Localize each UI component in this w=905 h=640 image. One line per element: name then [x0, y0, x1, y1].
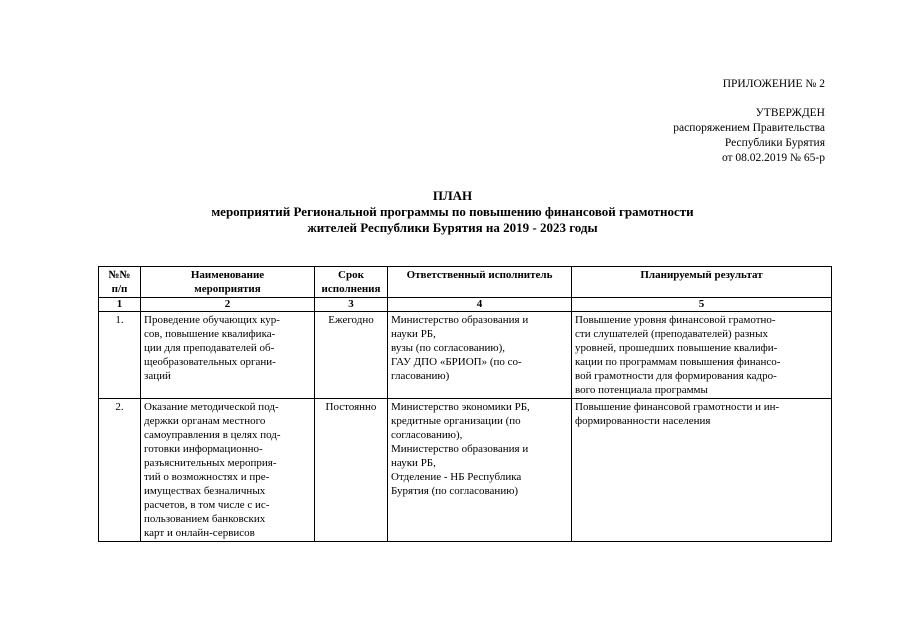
table-row [99, 312, 832, 399]
header-num: №№ п/п [99, 267, 141, 298]
cell-line: имуществах безналичных [144, 485, 266, 497]
cell-line: кредитные организации (по [391, 415, 521, 427]
cell-line: карт и онлайн-сервисов [144, 527, 255, 539]
cell-line: вого потенциала программы [575, 384, 708, 396]
cell-line: пользованием банковских [144, 513, 266, 525]
cell-line: ции для преподавателей об- [144, 342, 275, 354]
cell-line: вой грамотности для формирования кадро- [575, 370, 777, 382]
approval-line-2: Республики Бурятия [724, 137, 825, 149]
plan-table [98, 266, 832, 542]
table-header-row [99, 267, 832, 298]
cell-line: сти слушателей (преподавателей) разных [575, 328, 768, 340]
activity-result [572, 399, 832, 542]
cell-line: Бурятия (по согласованию) [391, 485, 519, 497]
column-number: 5 [572, 298, 832, 312]
column-number: 2 [141, 298, 315, 312]
table-row [99, 399, 832, 542]
cell-line: согласованию), [391, 429, 463, 441]
appendix-label: ПРИЛОЖЕНИЕ № 2 [722, 78, 825, 90]
approval-line-1: распоряжением Правительства [673, 122, 825, 134]
activity-name [141, 399, 315, 542]
column-number: 3 [315, 298, 388, 312]
approved-label: УТВЕРЖДЕН [755, 107, 825, 119]
document-title [0, 188, 905, 236]
header-responsible: Ответственный исполнитель [388, 267, 572, 298]
column-number-row [99, 298, 832, 312]
cell-line: Министерство экономики РБ, [391, 401, 530, 413]
header-name: Наименование мероприятия [141, 267, 315, 298]
cell-line: расчетов, в том числе с ис- [144, 499, 270, 511]
cell-line: ГАУ ДПО «БРИОП» (по со- [391, 356, 522, 368]
activity-term: Ежегодно [315, 312, 388, 399]
cell-line: Повышение финансовой грамотности и ин- [575, 401, 780, 413]
cell-line: уровней, прошедших повышение квалифи- [575, 342, 778, 354]
header-result: Планируемый результат [572, 267, 832, 298]
activity-responsible [388, 312, 572, 399]
cell-line: науки РБ, [391, 457, 436, 469]
cell-line: формированности населения [575, 415, 711, 427]
cell-line: Министерство образования и [391, 314, 529, 326]
activity-name [141, 312, 315, 399]
cell-line: Отделение - НБ Республика [391, 471, 522, 483]
cell-line: гласованию) [391, 370, 450, 382]
cell-line: сов, повышение квалифика- [144, 328, 276, 340]
header-term: Срок исполнения [315, 267, 388, 298]
row-number: 1. [99, 312, 141, 399]
cell-line: самоуправления в целях под- [144, 429, 281, 441]
cell-line: Проведение обучающих кур- [144, 314, 280, 326]
cell-line: держки органам местного [144, 415, 266, 427]
cell-line: вузы (по согласованию), [391, 342, 506, 354]
cell-line: науки РБ, [391, 328, 436, 340]
activity-result [572, 312, 832, 399]
cell-line: разъяснительных мероприя- [144, 457, 277, 469]
cell-line: кации по программам повышения финансо- [575, 356, 781, 368]
title-main: ПЛАН [432, 188, 473, 203]
title-line-2: жителей Республики Бурятия на 2019 - 2023 годы [307, 220, 598, 235]
title-line-1: мероприятий Региональной программы по повышению финансовой грамотности [211, 204, 694, 219]
activity-term: Постоянно [315, 399, 388, 542]
column-number: 1 [99, 298, 141, 312]
cell-line: готовки информационно- [144, 443, 263, 455]
cell-line: заций [144, 370, 171, 382]
approval-block [673, 77, 825, 166]
cell-line: щеобразовательных органи- [144, 356, 276, 368]
approval-line-3: от 08.02.2019 № 65-р [721, 152, 825, 164]
cell-line: Министерство образования и [391, 443, 529, 455]
cell-line: Повышение уровня финансовой грамотно- [575, 314, 776, 326]
activity-responsible [388, 399, 572, 542]
row-number: 2. [99, 399, 141, 542]
column-number: 4 [388, 298, 572, 312]
cell-line: тий о возможностях и пре- [144, 471, 270, 483]
cell-line: Оказание методической под- [144, 401, 279, 413]
